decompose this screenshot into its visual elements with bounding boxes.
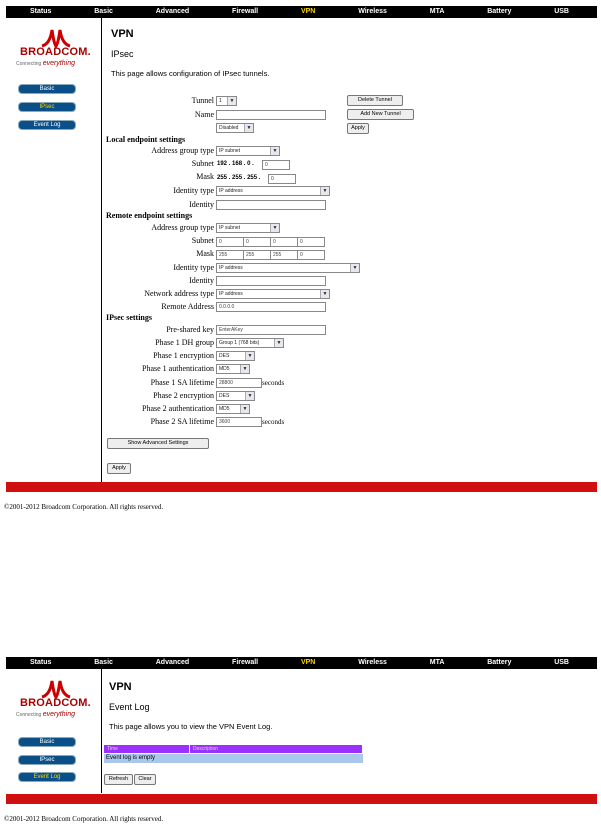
- logo-wordmark: BROADCOM.: [20, 46, 91, 58]
- broadcom-logo-icon: [12, 24, 100, 48]
- phase2-enc-label: Phase 2 encryption: [153, 391, 214, 400]
- remote-identity-label: Identity: [189, 276, 214, 285]
- chevron-down-icon: ▼: [350, 264, 359, 272]
- name-input[interactable]: [216, 110, 326, 120]
- remote-group-type-select[interactable]: IP subnet ▼: [216, 223, 280, 233]
- enabled-select[interactable]: Disabled ▼: [216, 123, 254, 133]
- copyright-text: ©2001-2012 Broadcom Corporation. All rights reserved.: [4, 503, 164, 511]
- footer-red-bar: [6, 794, 597, 804]
- remote-subnet-label: Subnet: [191, 236, 214, 245]
- nav-mta[interactable]: MTA: [429, 659, 445, 666]
- logo-tagline: Connecting everything: [16, 711, 75, 718]
- remote-subnet-octet-3[interactable]: 0: [270, 237, 298, 247]
- remote-subnet-octet-2[interactable]: 0: [243, 237, 271, 247]
- top-navigation-2: [6, 657, 597, 669]
- remote-mask-octet-2[interactable]: 255: [243, 250, 271, 260]
- show-advanced-settings-button[interactable]: Show Advanced Settings: [107, 438, 209, 449]
- top-navigation: [6, 6, 597, 18]
- sidebar-item-basic[interactable]: Basic: [18, 737, 76, 747]
- delete-tunnel-button[interactable]: Delete Tunnel: [347, 95, 403, 106]
- logo-tagline: Connecting everything: [16, 60, 75, 67]
- remote-address-label: Remote Address: [161, 302, 214, 311]
- column-description: Description: [190, 745, 363, 753]
- apply-button[interactable]: Apply: [107, 463, 131, 474]
- broadcom-logo-icon: [12, 675, 100, 699]
- chevron-down-icon: ▼: [270, 147, 279, 155]
- phase1-auth-label: Phase 1 authentication: [142, 364, 214, 373]
- psk-label: Pre-shared key: [166, 325, 214, 334]
- remote-mask-octet-1[interactable]: 255: [216, 250, 244, 260]
- chevron-down-icon: ▼: [320, 290, 329, 298]
- chevron-down-icon: ▼: [240, 365, 249, 373]
- chevron-down-icon: ▼: [270, 224, 279, 232]
- network-address-type-select[interactable]: IP address ▼: [216, 289, 330, 299]
- nav-usb[interactable]: USB: [554, 8, 569, 15]
- phase2-sa-input[interactable]: 3600: [216, 417, 262, 427]
- psk-input[interactable]: EnterAKey: [216, 325, 326, 335]
- chevron-down-icon: ▼: [227, 97, 236, 105]
- event-log-empty-row: Event log is empty: [104, 754, 363, 763]
- nav-mta[interactable]: MTA: [429, 8, 445, 15]
- phase1-auth-select[interactable]: MD5 ▼: [216, 364, 250, 374]
- remote-endpoint-heading: Remote endpoint settings: [106, 211, 193, 220]
- local-group-type-label: Address group type: [151, 146, 214, 155]
- local-endpoint-heading: Local endpoint settings: [106, 135, 186, 144]
- tunnel-select[interactable]: 1 ▼: [216, 96, 237, 106]
- remote-identity-type-select[interactable]: IP address ▼: [216, 263, 360, 273]
- page-title: VPN: [111, 28, 134, 40]
- event-log-table-header: [104, 745, 363, 753]
- nav-advanced[interactable]: Advanced: [155, 659, 190, 666]
- remote-subnet-octet-1[interactable]: 0: [216, 237, 244, 247]
- nav-firewall[interactable]: Firewall: [232, 659, 259, 666]
- nav-usb[interactable]: USB: [554, 659, 569, 666]
- phase2-auth-label: Phase 2 authentication: [142, 404, 214, 413]
- phase1-dh-select[interactable]: Group 1 (768 bits) ▼: [216, 338, 284, 348]
- local-subnet-prefix: 192 . 168 . 0 .: [217, 161, 254, 167]
- chevron-down-icon: ▼: [245, 352, 254, 360]
- nav-vpn[interactable]: VPN: [300, 659, 316, 666]
- nav-battery[interactable]: Battery: [487, 659, 512, 666]
- sidebar-item-event-log[interactable]: Event Log: [18, 120, 76, 130]
- phase2-sa-unit: seconds: [262, 418, 285, 426]
- page-subtitle: IPsec: [111, 49, 134, 59]
- local-mask-prefix: 255 . 255 . 255 .: [217, 175, 261, 181]
- column-time: Time: [104, 745, 190, 753]
- name-label: Name: [194, 110, 214, 119]
- copyright-text: ©2001-2012 Broadcom Corporation. All rights reserved.: [4, 815, 164, 823]
- event-log-screen: [0, 651, 601, 831]
- broadcom-logo: [12, 24, 100, 70]
- local-identity-input[interactable]: [216, 200, 326, 210]
- remote-mask-label: Mask: [196, 249, 214, 258]
- remote-group-type-label: Address group type: [151, 223, 214, 232]
- phase2-sa-label: Phase 2 SA lifetime: [150, 417, 214, 426]
- phase1-sa-unit: seconds: [262, 379, 285, 387]
- divider: [101, 18, 102, 482]
- phase1-dh-label: Phase 1 DH group: [155, 338, 214, 347]
- chevron-down-icon: ▼: [274, 339, 283, 347]
- divider: [101, 669, 102, 793]
- local-mask-label: Mask: [196, 172, 214, 181]
- local-identity-label: Identity: [189, 200, 214, 209]
- nav-advanced[interactable]: Advanced: [155, 8, 190, 15]
- add-new-tunnel-button[interactable]: Add New Tunnel: [347, 109, 414, 120]
- chevron-down-icon: ▼: [244, 124, 253, 132]
- remote-subnet-octet-4[interactable]: 0: [297, 237, 325, 247]
- page-subtitle: Event Log: [109, 702, 150, 712]
- chevron-down-icon: ▼: [320, 187, 329, 195]
- page-description: This page allows configuration of IPsec tunnels.: [111, 69, 270, 78]
- sidebar-item-basic[interactable]: Basic: [18, 84, 76, 94]
- remote-identity-input[interactable]: [216, 276, 326, 286]
- nav-status[interactable]: Status: [30, 8, 52, 15]
- nav-vpn[interactable]: VPN: [300, 8, 316, 15]
- nav-wireless[interactable]: Wireless: [358, 8, 387, 15]
- footer-red-bar: [6, 482, 597, 492]
- ipsec-settings-heading: IPsec settings: [106, 313, 152, 322]
- remote-identity-type-label: Identity type: [173, 263, 214, 272]
- local-subnet-label: Subnet: [191, 159, 214, 168]
- page-description: This page allows you to view the VPN Event Log.: [109, 722, 273, 731]
- logo-wordmark: BROADCOM.: [20, 697, 91, 709]
- local-mask-last-octet[interactable]: 0: [268, 174, 296, 184]
- local-group-type-select[interactable]: IP subnet ▼: [216, 146, 280, 156]
- remote-mask-octet-4[interactable]: 0: [297, 250, 325, 260]
- phase2-enc-select[interactable]: DES ▼: [216, 391, 255, 401]
- phase1-sa-input[interactable]: 28800: [216, 378, 262, 388]
- phase1-enc-select[interactable]: DES ▼: [216, 351, 255, 361]
- sidebar-item-ipsec[interactable]: IPsec: [18, 102, 76, 112]
- chevron-down-icon: ▼: [240, 405, 249, 413]
- nav-status[interactable]: Status: [30, 659, 52, 666]
- nav-wireless[interactable]: Wireless: [358, 659, 387, 666]
- tunnel-label: Tunnel: [191, 96, 214, 105]
- phase1-enc-label: Phase 1 encryption: [153, 351, 214, 360]
- nav-battery[interactable]: Battery: [487, 8, 512, 15]
- remote-address-input[interactable]: 0.0.0.0: [216, 302, 326, 312]
- local-identity-type-label: Identity type: [173, 186, 214, 195]
- sidebar-item-ipsec[interactable]: IPsec: [18, 755, 76, 765]
- apply-top-button[interactable]: Apply: [347, 123, 369, 134]
- chevron-down-icon: ▼: [245, 392, 254, 400]
- remote-mask-octet-3[interactable]: 255: [270, 250, 298, 260]
- nav-firewall[interactable]: Firewall: [232, 8, 259, 15]
- nav-basic[interactable]: Basic: [94, 8, 113, 15]
- network-address-type-label: Network address type: [144, 289, 214, 298]
- local-subnet-last-octet[interactable]: 0: [262, 160, 290, 170]
- local-identity-type-select[interactable]: IP address ▼: [216, 186, 330, 196]
- page-title: VPN: [109, 681, 132, 693]
- phase1-sa-label: Phase 1 SA lifetime: [150, 378, 214, 387]
- refresh-button[interactable]: Refresh: [104, 774, 133, 785]
- clear-button[interactable]: Clear: [134, 774, 156, 785]
- sidebar-item-event-log[interactable]: Event Log: [18, 772, 76, 782]
- broadcom-logo: [12, 675, 100, 721]
- nav-basic[interactable]: Basic: [94, 659, 113, 666]
- phase2-auth-select[interactable]: MD5 ▼: [216, 404, 250, 414]
